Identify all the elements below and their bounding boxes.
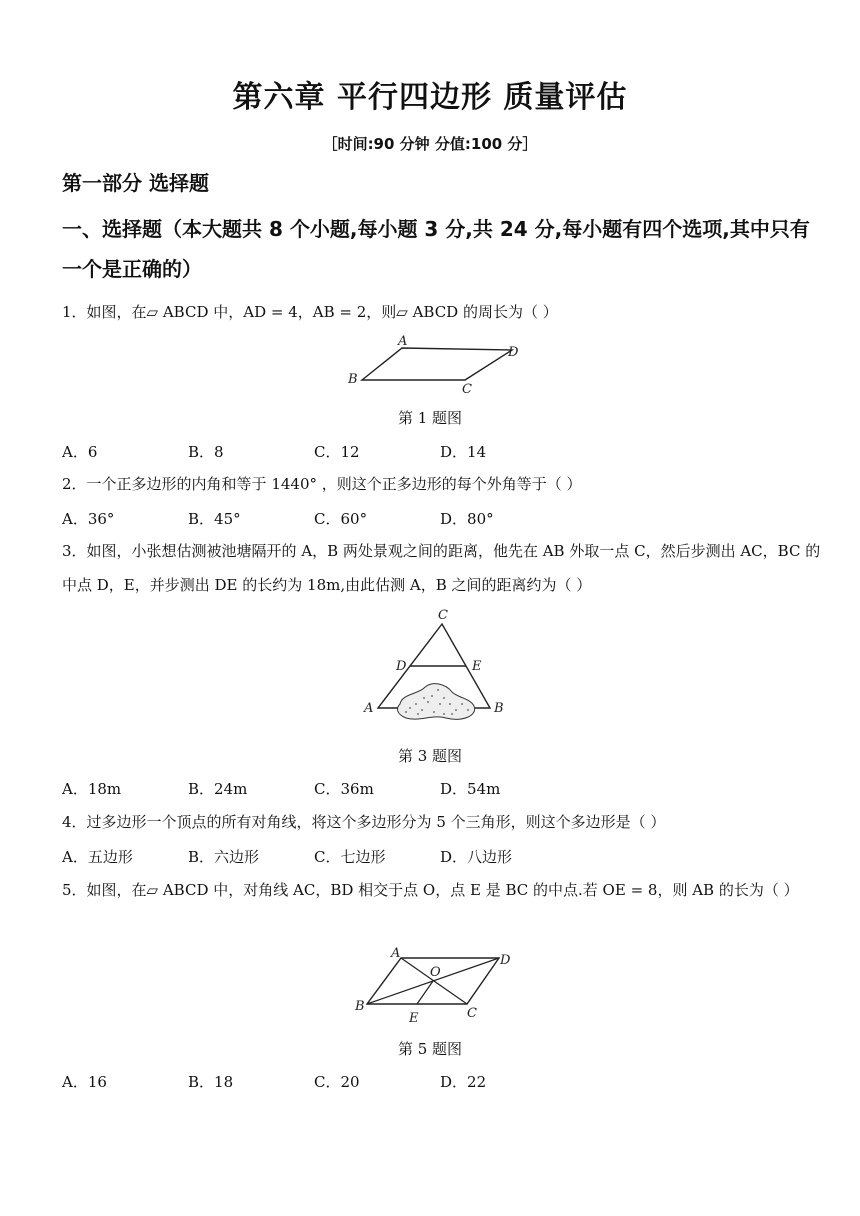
option-b[interactable]: B．18 (188, 1073, 234, 1091)
figure-label: D (500, 953, 511, 968)
question-3-figure (360, 604, 510, 730)
figure-3-caption: 第 3 题图 (397, 747, 463, 765)
option-c[interactable]: C．36m (314, 780, 374, 798)
section-heading: 一、选择题（本大题共 8 个小题,每小题 3 分,共 24 分,每小题有四个选项,其中只有一个是正确的） (62, 217, 810, 281)
figure-label: E (472, 659, 482, 674)
option-b[interactable]: B．45° (188, 510, 241, 528)
figure-label: C (438, 608, 448, 623)
question-5-text: 5．如图，在▱ ABCD 中，对角线 AC，BD 相交于点 O，点 E 是 BC 的中点.若 OE = 8，则 AB 的长为（ ） (62, 881, 799, 899)
option-b[interactable]: B．8 (188, 443, 224, 461)
exam-info: ［时间:90 分钟 分值:100 分］ (322, 135, 538, 153)
question-4-text: 4．过多边形一个顶点的所有对角线，将这个多边形分为 5 个三角形，则这个多边形是（ ） (62, 813, 666, 831)
option-d[interactable]: D．80° (440, 510, 494, 528)
figure-label: O (430, 965, 441, 980)
option-d[interactable]: D．22 (440, 1073, 487, 1091)
option-d[interactable]: D．54m (440, 780, 501, 798)
figure-label: A (391, 946, 401, 961)
question-1-figure (340, 332, 530, 396)
figure-label: C (467, 1006, 477, 1021)
figure-label: B (355, 999, 365, 1014)
option-a[interactable]: A．6 (62, 443, 98, 461)
option-c[interactable]: C．60° (314, 510, 368, 528)
segment-oe (417, 981, 433, 1004)
figure-label: A (398, 334, 408, 349)
option-c[interactable]: C．20 (314, 1073, 360, 1091)
figure-label: A (364, 701, 374, 716)
part-heading: 第一部分 选择题 (62, 171, 209, 195)
figure-label: C (462, 382, 472, 396)
figure-label: D (396, 659, 407, 674)
option-d[interactable]: D．八边形 (440, 848, 513, 866)
page-title: 第六章 平行四边形 质量评估 (232, 80, 628, 115)
option-c[interactable]: C．12 (314, 443, 360, 461)
option-b[interactable]: B．六边形 (188, 848, 260, 866)
question-1-text: 1．如图，在▱ ABCD 中，AD = 4，AB = 2，则▱ ABCD 的周长为（ ） (62, 303, 558, 321)
figure-label: B (348, 372, 358, 387)
figure-label: E (409, 1011, 419, 1026)
option-b[interactable]: B．24m (188, 780, 248, 798)
option-d[interactable]: D．14 (440, 443, 487, 461)
figure-label: D (508, 345, 519, 360)
figure-1-caption: 第 1 题图 (397, 409, 463, 427)
question-2-text: 2．一个正多边形的内角和等于 1440° ，则这个正多边形的每个外角等于（ ） (62, 475, 582, 493)
parallelogram-abcd (362, 348, 512, 380)
option-a[interactable]: A．36° (62, 510, 115, 528)
pond-icon (398, 684, 475, 720)
question-5-figure (345, 942, 525, 1030)
option-a[interactable]: A．五边形 (62, 848, 133, 866)
option-a[interactable]: A．18m (62, 780, 122, 798)
question-3-text: 3．如图，小张想估测被池塘隔开的 A，B 两处景观之间的距离，他先在 AB 外取一点 C，然后步测出 AC，BC 的中点 D，E，并步测出 DE 的长约为 18m,由此估测 A，B 之间的距离约为（ ） (62, 542, 821, 594)
option-c[interactable]: C．七边形 (314, 848, 386, 866)
figure-label: B (494, 701, 504, 716)
option-a[interactable]: A．16 (62, 1073, 107, 1091)
figure-5-caption: 第 5 题图 (397, 1040, 463, 1058)
